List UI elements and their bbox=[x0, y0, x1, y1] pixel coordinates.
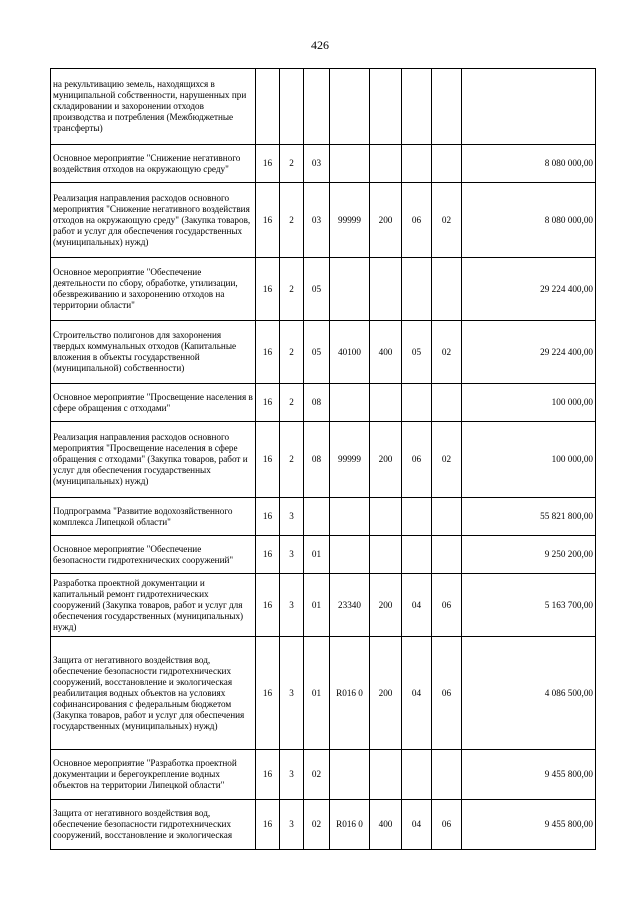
budget-table bbox=[50, 68, 596, 850]
code-expense-type: 200 bbox=[370, 422, 402, 498]
code-expense-type: 400 bbox=[370, 800, 402, 850]
code-subsection bbox=[432, 145, 462, 183]
table-row bbox=[51, 750, 596, 800]
code-subprogram: 3 bbox=[280, 637, 304, 750]
code-admin: 16 bbox=[256, 800, 280, 850]
code-expense-type bbox=[370, 536, 402, 574]
code-subprogram: 3 bbox=[280, 574, 304, 637]
code-subprogram: 3 bbox=[280, 536, 304, 574]
code-section bbox=[402, 69, 432, 145]
page-number: 426 bbox=[311, 38, 329, 52]
code-subprogram: 3 bbox=[280, 498, 304, 536]
code-section bbox=[402, 750, 432, 800]
row-description: Основное мероприятие "Обеспечение деятельности по сбору, обработке, утилизации, обезвреживанию и захоронению отходов на территории области" bbox=[51, 258, 256, 321]
row-amount: 8 080 000,00 bbox=[462, 145, 596, 183]
row-description: Разработка проектной документации и капитальный ремонт гидротехнических сооружений (Закупка товаров, работ и услуг для обеспечения государственных (муниципальных) нужд) bbox=[51, 574, 256, 637]
code-measure: 01 bbox=[304, 536, 330, 574]
code-admin: 16 bbox=[256, 422, 280, 498]
code-measure: 01 bbox=[304, 637, 330, 750]
code-subsection bbox=[432, 69, 462, 145]
row-amount: 29 224 400,00 bbox=[462, 321, 596, 384]
code-subprogram: 3 bbox=[280, 800, 304, 850]
code-admin: 16 bbox=[256, 498, 280, 536]
code-measure: 02 bbox=[304, 750, 330, 800]
code-subprogram: 3 bbox=[280, 750, 304, 800]
code-section bbox=[402, 258, 432, 321]
row-amount: 29 224 400,00 bbox=[462, 258, 596, 321]
row-description: Основное мероприятие "Просвещение населения в сфере обращения с отходами" bbox=[51, 384, 256, 422]
code-admin: 16 bbox=[256, 536, 280, 574]
table-row bbox=[51, 384, 596, 422]
code-direction bbox=[330, 498, 370, 536]
code-measure: 01 bbox=[304, 574, 330, 637]
code-expense-type bbox=[370, 498, 402, 536]
code-admin: 16 bbox=[256, 321, 280, 384]
code-subprogram: 2 bbox=[280, 422, 304, 498]
code-subprogram bbox=[280, 69, 304, 145]
table-row bbox=[51, 145, 596, 183]
table-row bbox=[51, 536, 596, 574]
row-amount: 9 455 800,00 bbox=[462, 750, 596, 800]
row-description: на рекультивацию земель, находящихся в муниципальной собственности, нарушенных при складировании и захоронении отходов производства и потребления (Межбюджетные трансферты) bbox=[51, 69, 256, 145]
row-amount bbox=[462, 69, 596, 145]
row-description: Защита от негативного воздействия вод, обеспечение безопасности гидротехнических сооружений, восстановление и экологическая bbox=[51, 800, 256, 850]
table-row bbox=[51, 258, 596, 321]
code-expense-type: 200 bbox=[370, 574, 402, 637]
code-direction: R016 0 bbox=[330, 800, 370, 850]
code-subsection bbox=[432, 384, 462, 422]
row-amount: 100 000,00 bbox=[462, 422, 596, 498]
row-description: Реализация направления расходов основного мероприятия "Просвещение населения в сфере обращения с отходами" (Закупка товаров, работ и услуг для обеспечения государственных (муниципальных) нужд) bbox=[51, 422, 256, 498]
code-subsection: 06 bbox=[432, 574, 462, 637]
code-admin: 16 bbox=[256, 145, 280, 183]
code-section bbox=[402, 145, 432, 183]
code-measure: 05 bbox=[304, 321, 330, 384]
table-row bbox=[51, 800, 596, 850]
code-subsection bbox=[432, 258, 462, 321]
code-direction bbox=[330, 750, 370, 800]
row-description: Реализация направления расходов основного мероприятия "Снижение негативного воздействия отходов на окружающую среду" (Закупка товаров, работ и услуг для обеспечения государственных (муниципальных) нужд) bbox=[51, 183, 256, 258]
table-row bbox=[51, 498, 596, 536]
row-amount: 4 086 500,00 bbox=[462, 637, 596, 750]
row-description: Защита от негативного воздействия вод, обеспечение безопасности гидротехнических сооружений, восстановление и экологическая реабилитация водных объектов на условиях софинансирования с федеральным бюджетом (Закупка товаров, работ и услуг для обеспечения государственных (муниципальных) нужд) bbox=[51, 637, 256, 750]
code-admin: 16 bbox=[256, 574, 280, 637]
code-subprogram: 2 bbox=[280, 183, 304, 258]
code-measure bbox=[304, 69, 330, 145]
code-expense-type: 200 bbox=[370, 183, 402, 258]
table-row bbox=[51, 69, 596, 145]
code-section: 05 bbox=[402, 321, 432, 384]
code-direction: 40100 bbox=[330, 321, 370, 384]
code-direction bbox=[330, 258, 370, 321]
row-amount: 5 163 700,00 bbox=[462, 574, 596, 637]
code-admin: 16 bbox=[256, 183, 280, 258]
code-expense-type bbox=[370, 750, 402, 800]
code-subprogram: 2 bbox=[280, 384, 304, 422]
code-direction: 99999 bbox=[330, 183, 370, 258]
code-measure: 02 bbox=[304, 800, 330, 850]
code-measure: 05 bbox=[304, 258, 330, 321]
code-subsection bbox=[432, 750, 462, 800]
code-subprogram: 2 bbox=[280, 321, 304, 384]
code-section bbox=[402, 384, 432, 422]
code-section: 04 bbox=[402, 800, 432, 850]
code-measure bbox=[304, 498, 330, 536]
code-direction: 23340 bbox=[330, 574, 370, 637]
code-admin: 16 bbox=[256, 750, 280, 800]
code-subsection bbox=[432, 536, 462, 574]
code-subprogram: 2 bbox=[280, 258, 304, 321]
code-subsection: 02 bbox=[432, 321, 462, 384]
code-expense-type bbox=[370, 384, 402, 422]
row-amount: 100 000,00 bbox=[462, 384, 596, 422]
code-section: 04 bbox=[402, 574, 432, 637]
code-direction: 99999 bbox=[330, 422, 370, 498]
code-admin bbox=[256, 69, 280, 145]
code-measure: 08 bbox=[304, 384, 330, 422]
code-admin: 16 bbox=[256, 637, 280, 750]
row-description: Основное мероприятие "Обеспечение безопасности гидротехнических сооружений" bbox=[51, 536, 256, 574]
code-section: 06 bbox=[402, 183, 432, 258]
code-expense-type bbox=[370, 258, 402, 321]
code-admin: 16 bbox=[256, 384, 280, 422]
code-subsection: 06 bbox=[432, 800, 462, 850]
code-measure: 03 bbox=[304, 183, 330, 258]
code-measure: 03 bbox=[304, 145, 330, 183]
code-expense-type: 400 bbox=[370, 321, 402, 384]
row-amount: 55 821 800,00 bbox=[462, 498, 596, 536]
code-direction bbox=[330, 145, 370, 183]
table-row bbox=[51, 574, 596, 637]
row-amount: 8 080 000,00 bbox=[462, 183, 596, 258]
code-section bbox=[402, 536, 432, 574]
code-section: 06 bbox=[402, 422, 432, 498]
row-description: Строительство полигонов для захоронения твердых коммунальных отходов (Капитальные вложения в объекты государственной (муниципальной) собственности) bbox=[51, 321, 256, 384]
code-measure: 08 bbox=[304, 422, 330, 498]
code-admin: 16 bbox=[256, 258, 280, 321]
code-direction: R016 0 bbox=[330, 637, 370, 750]
code-subprogram: 2 bbox=[280, 145, 304, 183]
table-row bbox=[51, 321, 596, 384]
code-subsection bbox=[432, 498, 462, 536]
code-subsection: 06 bbox=[432, 637, 462, 750]
code-section: 04 bbox=[402, 637, 432, 750]
table-row bbox=[51, 183, 596, 258]
code-direction bbox=[330, 384, 370, 422]
code-expense-type bbox=[370, 145, 402, 183]
row-description: Основное мероприятие "Снижение негативного воздействия отходов на окружающую среду" bbox=[51, 145, 256, 183]
code-direction bbox=[330, 69, 370, 145]
code-direction bbox=[330, 536, 370, 574]
table-row bbox=[51, 422, 596, 498]
row-description: Подпрограмма "Развитие водохозяйственного комплекса Липецкой области" bbox=[51, 498, 256, 536]
code-subsection: 02 bbox=[432, 422, 462, 498]
row-description: Основное мероприятие "Разработка проектной документации и берегоукрепление водных объектов на территории Липецкой области" bbox=[51, 750, 256, 800]
code-section bbox=[402, 498, 432, 536]
table-row bbox=[51, 637, 596, 750]
row-amount: 9 455 800,00 bbox=[462, 800, 596, 850]
code-subsection: 02 bbox=[432, 183, 462, 258]
code-expense-type: 200 bbox=[370, 637, 402, 750]
row-amount: 9 250 200,00 bbox=[462, 536, 596, 574]
code-expense-type bbox=[370, 69, 402, 145]
